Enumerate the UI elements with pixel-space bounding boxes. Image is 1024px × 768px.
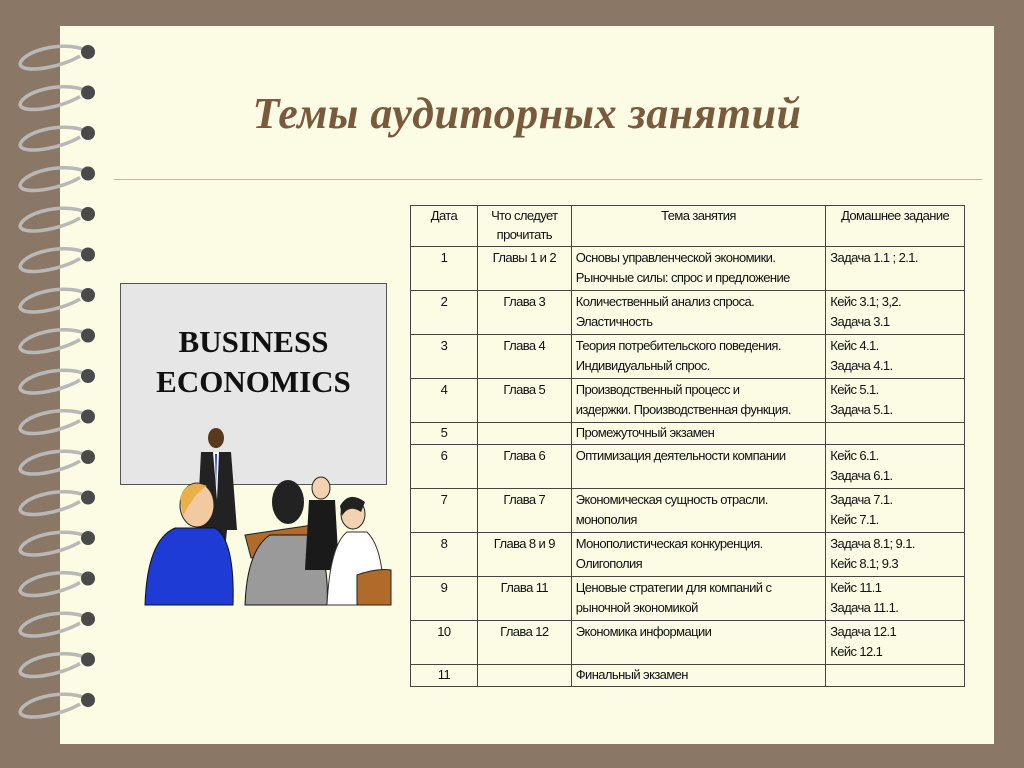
topic-line: Эластичность	[575, 314, 653, 329]
spiral-ring	[20, 573, 86, 596]
homework-line: Задача 8.1; 9.1.	[830, 536, 915, 551]
cell-topic	[571, 489, 825, 533]
topic-line: Оптимизация деятельности компании	[575, 448, 786, 463]
homework-line: Задача 5.1.	[830, 402, 893, 417]
spiral-ring	[20, 289, 86, 312]
table-row	[411, 247, 965, 291]
spiral-ring	[20, 451, 86, 474]
title-divider	[114, 179, 982, 180]
cell-date: 9	[411, 577, 478, 621]
homework-line: Задача 12.1	[830, 624, 897, 639]
cell-reading: Глава 6	[477, 445, 571, 489]
table-header-row	[411, 206, 965, 247]
spiral-ring	[20, 249, 86, 272]
table-row	[411, 489, 965, 533]
homework-line: Кейс 8.1; 9.3	[830, 556, 898, 571]
topic-line: издержки. Производственная функция.	[575, 402, 791, 417]
topic-line: Ценовые стратегии для компаний с	[575, 580, 772, 595]
homework-line: Кейс 7.1.	[830, 512, 879, 527]
cell-topic	[571, 665, 825, 687]
spiral-ring	[20, 694, 86, 717]
topic-line: Экономическая сущность отрасли.	[575, 492, 768, 507]
board-caption	[120, 322, 387, 402]
spiral-ring	[20, 168, 86, 191]
spiral-ring	[20, 46, 86, 69]
topic-line: Индивидуальный спрос.	[575, 358, 710, 373]
homework-line: Задача 11.1.	[830, 600, 899, 615]
topic-line: монополия	[575, 512, 637, 527]
spiral-ring	[20, 613, 86, 636]
spiral-hole	[81, 653, 95, 667]
cell-homework	[826, 533, 965, 577]
cell-date: 2	[411, 291, 478, 335]
cell-reading: Глава 4	[477, 335, 571, 379]
page-title: Темы аудиторных занятий	[252, 89, 802, 138]
board-line-2: ECONOMICS	[156, 364, 351, 399]
topic-line: Основы управленческой экономики.	[575, 250, 776, 265]
cell-reading	[477, 423, 571, 445]
table-row	[411, 335, 965, 379]
spiral-hole	[81, 410, 95, 424]
table-row	[411, 621, 965, 665]
homework-line: Кейс 5.1.	[830, 382, 879, 397]
cell-topic	[571, 445, 825, 489]
table-row	[411, 533, 965, 577]
table-row	[411, 423, 965, 445]
spiral-ring	[20, 654, 86, 677]
homework-line: Задача 3.1	[830, 314, 890, 329]
cell-reading: Глава 8 и 9	[477, 533, 571, 577]
cell-topic	[571, 379, 825, 423]
spiral-hole	[81, 207, 95, 221]
cell-homework	[826, 335, 965, 379]
cell-homework	[826, 621, 965, 665]
spiral-hole	[81, 693, 95, 707]
spiral-hole	[81, 491, 95, 505]
cell-homework	[826, 665, 965, 687]
spiral-hole	[81, 329, 95, 343]
cell-homework	[826, 577, 965, 621]
spiral-ring	[20, 370, 86, 393]
cell-date: 11	[411, 665, 478, 687]
cell-date: 3	[411, 335, 478, 379]
cell-topic	[571, 423, 825, 445]
topic-line: Финальный экзамен	[575, 667, 688, 682]
spiral-hole	[81, 248, 95, 262]
cell-topic	[571, 621, 825, 665]
cell-reading: Глава 11	[477, 577, 571, 621]
spiral-ring	[20, 208, 86, 231]
cell-topic	[571, 533, 825, 577]
table-body	[411, 247, 965, 687]
table-row	[411, 379, 965, 423]
cell-date: 10	[411, 621, 478, 665]
spiral-hole	[81, 288, 95, 302]
cell-reading: Глава 3	[477, 291, 571, 335]
spiral-ring	[20, 330, 86, 353]
board-line-1: BUSINESS	[178, 324, 329, 359]
cell-homework	[826, 247, 965, 291]
homework-line: Задача 7.1.	[830, 492, 893, 507]
cell-reading: Глава 12	[477, 621, 571, 665]
col-header-reading: Что следует прочитать	[477, 206, 571, 247]
topic-line: Монополистическая конкуренция.	[575, 536, 763, 551]
topic-line: Производственный процесс и	[575, 382, 740, 397]
spiral-hole	[81, 369, 95, 383]
spiral-ring	[20, 492, 86, 515]
cell-date: 8	[411, 533, 478, 577]
cell-homework	[826, 423, 965, 445]
cell-topic	[571, 291, 825, 335]
cell-homework	[826, 489, 965, 533]
homework-line: Кейс 6.1.	[830, 448, 879, 463]
cell-reading: Главы 1 и 2	[477, 247, 571, 291]
topic-line: Олигополия	[575, 556, 643, 571]
topic-line: Экономика информации	[575, 624, 712, 639]
col-header-topic: Тема занятия	[571, 206, 825, 247]
col-header-date: Дата	[411, 206, 478, 247]
homework-line: Кейс 4.1.	[830, 338, 879, 353]
cell-date: 1	[411, 247, 478, 291]
topic-line: Количественный анализ спроса.	[575, 294, 755, 309]
cell-topic	[571, 335, 825, 379]
spiral-hole	[81, 612, 95, 626]
spiral-ring	[20, 532, 86, 555]
spiral-ring	[20, 411, 86, 434]
table-row	[411, 445, 965, 489]
homework-line: Кейс 11.1	[830, 580, 882, 595]
cell-date: 6	[411, 445, 478, 489]
spiral-hole	[81, 45, 95, 59]
topic-line: рыночной экономикой	[575, 600, 698, 615]
cell-homework	[826, 445, 965, 489]
col-header-homework: Домашнее задание	[826, 206, 965, 247]
homework-line: Кейс 12.1	[830, 644, 883, 659]
spiral-hole	[81, 531, 95, 545]
topic-line: Промежуточный экзамен	[575, 425, 715, 440]
spiral-hole	[81, 167, 95, 181]
cell-reading	[477, 665, 571, 687]
homework-line: Задача 1.1 ; 2.1.	[830, 250, 918, 265]
table-row	[411, 291, 965, 335]
cell-reading: Глава 7	[477, 489, 571, 533]
table-row	[411, 577, 965, 621]
cell-homework	[826, 291, 965, 335]
table-row	[411, 665, 965, 687]
homework-line: Задача 4.1.	[830, 358, 893, 373]
cell-topic	[571, 247, 825, 291]
chair	[357, 570, 391, 605]
cell-homework	[826, 379, 965, 423]
homework-line: Задача 6.1.	[830, 468, 893, 483]
topic-line: Теория потребительского поведения.	[575, 338, 781, 353]
schedule-table	[410, 205, 965, 687]
spiral-hole	[81, 572, 95, 586]
cell-topic	[571, 577, 825, 621]
cell-reading: Глава 5	[477, 379, 571, 423]
cell-date: 4	[411, 379, 478, 423]
topic-line: Рыночные силы: спрос и предложение	[575, 270, 790, 285]
cell-date: 7	[411, 489, 478, 533]
cell-date: 5	[411, 423, 478, 445]
classroom-people-icon	[135, 420, 395, 610]
homework-line: Кейс 3.1; 3,2.	[830, 294, 901, 309]
spiral-hole	[81, 450, 95, 464]
